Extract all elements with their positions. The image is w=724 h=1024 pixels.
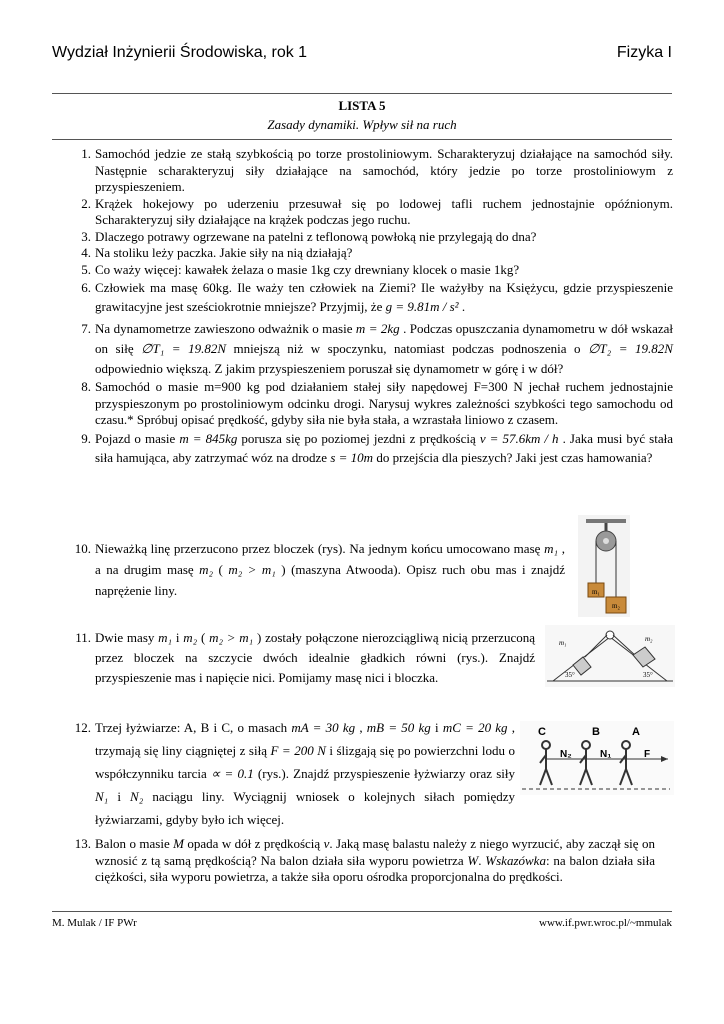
equation: mB = 50 kg bbox=[366, 720, 431, 735]
hint-label: Wskazówka bbox=[485, 852, 546, 868]
problem-8: 8. Samochód o masie m=900 kg pod działaniem stałej siły napędowej F=300 N jechał ruchem jednostajnie przyspieszonym po prostoliniowym odcinku drogi. Narysuj wykres zależności szybkości tego samochodu od czasu.* Spróbuj opisać prędkość, gdyby siła nie była stała, a wzrastała liniowo z czasem. bbox=[81, 379, 673, 427]
problem-7: 7. Na dynamometrze zawieszono odważnik o masie m = 2kg . Podczas opuszczania dynamometru w dół wskazał on siłę ∅T₁ = 19.82N mniejszą niż w spoczynku, natomiast podczas podnoszenia o ∅T₂ = 19.82N odpowiednio większą. Z jakim przyspieszeniem poruszał się dynamometr w górę i w dół? bbox=[81, 321, 673, 376]
equation: m₂ bbox=[183, 630, 198, 645]
skater-a-label: A bbox=[632, 726, 640, 738]
problem-9: 9. Pojazd o masie m = 845kg porusza się po poziomej jezdni z prędkością v = 57.6km / h . Jaka musi być stała siła hamująca, aby zatrzymać wóz na drodze s = 10m do przejścia dla pieszych? Jaki jest czas hamowania? bbox=[81, 430, 674, 465]
equation: m₂ > m₁ bbox=[228, 562, 276, 577]
atwood-machine-figure bbox=[578, 515, 630, 617]
force-f-label: F bbox=[644, 749, 651, 760]
page-title: LISTA 5 bbox=[338, 98, 386, 113]
course-label: Fizyka I bbox=[616, 44, 672, 61]
problem-10: 10. Nieważką linę przerzucono przez bloczek (rys). Na jednym końcu umocowano masę m₁ , a na drugim masę m₂ ( m₂ > m₁ ) (maszyna Atwooda). Opisz ruch obu mas i znajdź naprężenie liny. bbox=[74, 541, 566, 598]
equation: ∅T₁ = 19.82N bbox=[141, 341, 226, 356]
problem-12: 12. Trzej łyżwiarze: A, B i C, o masach mA = 30 kg , mB = 50 kg i mC = 20 kg , trzymają się liny ciągniętej z siłą F = 200 N i ślizgają się po powierzchni lodu o współczynniku tarcia ∝ = 0.1 (rys.). Znajdź przyspieszenie łyżwiarzy oraz siły N₁ i N₂ naciągu liny. Wyciągnij wniosek o kolejnych siłach pomiędzy łyżwiarzami, gdyby było ich więcej. bbox=[74, 720, 516, 827]
equation: mC = 20 kg bbox=[442, 720, 508, 735]
equation: g = 9.81m / s² bbox=[385, 299, 459, 314]
problem-3: 3. Dlaczego potrawy ogrzewane na patelni z teflonową powłoką nie przylegają do dna? bbox=[81, 228, 537, 244]
author-label: M. Mulak / IF PWr bbox=[52, 917, 137, 929]
m2-label: m₂ bbox=[612, 602, 620, 610]
skater-c-label: C bbox=[538, 726, 546, 738]
m1-label: m₁ bbox=[559, 639, 567, 647]
problem-6: 6. Człowiek ma masę 60kg. Ile waży ten człowiek na Ziemi? Ile ważyłby na Księżycu, gdzie przyspieszenie grawitacyjne jest sześciokrotnie mniejsze? Przyjmij, że g = 9.81m / s² . bbox=[81, 280, 673, 314]
skater-b-label: B bbox=[592, 726, 600, 738]
m2-label: m₂ bbox=[645, 635, 653, 643]
footer-divider bbox=[52, 911, 672, 912]
equation: m₁ bbox=[544, 541, 559, 556]
n1-label: N₁ bbox=[600, 749, 612, 760]
left-angle-label: 35° bbox=[565, 671, 575, 679]
equation: m₂ bbox=[199, 562, 214, 577]
equation: F = 200 N bbox=[270, 743, 326, 758]
equation: N₁ bbox=[95, 789, 109, 804]
incline-figure bbox=[545, 625, 675, 687]
problem-1: 1. Samochód jedzie ze stałą szybkością po torze prostoliniowym. Scharakteryzuj działające na samochód siły. Następnie scharakteryzuj siły działające na samochód, który jedzie po torze prostoliniowym z przyspieszeniem. bbox=[81, 146, 673, 194]
page-header bbox=[52, 44, 672, 68]
equation: mA = 30 kg bbox=[291, 720, 356, 735]
equation: s = 10m bbox=[330, 449, 374, 465]
equation: N₂ bbox=[130, 789, 144, 804]
equation: ∝ = 0.1 bbox=[210, 766, 254, 781]
problem-11: 11. Dwie masy m₁ i m₂ ( m₂ > m₁ ) zostały połączone nierozciągliwą nicią przerzuconą przez bloczek na szczycie dwóch idealnie gładkich równi (rys.). Znajdź przyspieszenie mas i napięcie nici. Pomijamy masę nici i bloczka. bbox=[75, 630, 535, 685]
m1-label: m₁ bbox=[592, 588, 600, 596]
skaters-figure bbox=[520, 721, 674, 795]
faculty-label: Wydział Inżynierii Środowiska, rok 1 bbox=[52, 44, 308, 61]
problem-5: 5. Co waży więcej: kawałek żelaza o masie 1kg czy drewniany klocek o masie 1kg? bbox=[81, 261, 520, 277]
n2-label: N₂ bbox=[560, 749, 572, 760]
page-subtitle: Zasady dynamiki. Wpływ sił na ruch bbox=[267, 117, 457, 132]
equation: m = 2kg bbox=[355, 321, 400, 336]
website-link[interactable]: www.if.pwr.wroc.pl/~mmulak bbox=[539, 917, 672, 929]
equation: m = 845kg bbox=[179, 430, 238, 446]
problem-list bbox=[81, 146, 674, 467]
right-angle-label: 35° bbox=[643, 671, 653, 679]
equation: m₁ bbox=[158, 630, 173, 645]
equation: m₂ > m₁ bbox=[209, 630, 254, 645]
problem-4: 4. Na stoliku leży paczka. Jakie siły na nią działają? bbox=[81, 245, 353, 260]
problem-13: 13. Balon o masie M opada w dół z prędkością v. Jaką masę balastu należy z niego wyrzucić, aby zaczął się on wznosić z tą samą prędkością? Na balon działa siła wyporu powietrza W. Wskazówka: na balon działa siła ciężkości, siła wyporu powietrza, a także siła oporu ośrodka proporcjonalna do prędkości. bbox=[74, 836, 656, 884]
equation: ∅T₂ = 19.82N bbox=[588, 341, 673, 356]
equation: v = 57.6km / h bbox=[479, 430, 559, 446]
problem-2: 2. Krążek hokejowy po uderzeniu przesuwał się po lodowej tafli ruchem jednostajnie opóźnionym. Scharakteryzuj siły działające na krążek podczas jego ruchu. bbox=[81, 195, 673, 227]
header-divider bbox=[52, 93, 672, 94]
title-divider bbox=[52, 139, 672, 140]
